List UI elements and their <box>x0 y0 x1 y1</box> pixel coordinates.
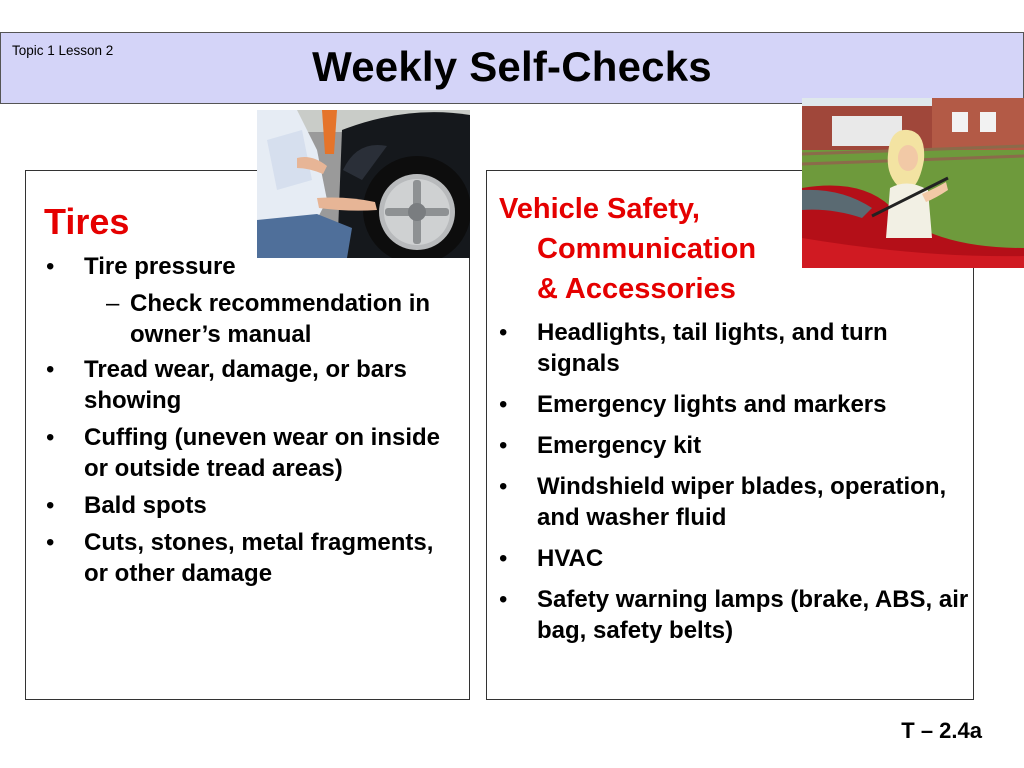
bullet-icon: • <box>499 432 508 459</box>
list-item: • Tire pressure <box>46 253 236 280</box>
bullet-icon: • <box>499 319 508 346</box>
tires-heading: Tires <box>44 201 130 242</box>
tire-pressure-photo <box>257 110 470 258</box>
bullet-icon: • <box>499 545 508 572</box>
slide-header <box>0 32 1024 104</box>
list-item: • Safety warning lamps (brake, ABS, air bag, safety belts) <box>499 586 969 644</box>
bullet-icon: • <box>499 473 508 500</box>
vehicle-safety-heading: Vehicle Safety, Communication & Accessories <box>499 193 757 305</box>
bullet-icon: • <box>46 492 55 519</box>
list-subitem: – Check recommendation in owner’s manual <box>106 290 431 348</box>
list-item: • HVAC <box>499 545 604 572</box>
list-item: • Tread wear, damage, or bars showing <box>46 356 407 414</box>
list-item: • Emergency kit <box>499 432 702 459</box>
bullet-icon: • <box>46 356 55 383</box>
list-item: • Cuffing (uneven wear on inside or outside tread areas) <box>46 424 441 482</box>
bullet-icon: • <box>499 586 508 613</box>
list-item: • Cuts, stones, metal fragments, or other damage <box>46 529 434 587</box>
bullet-icon: • <box>499 391 508 418</box>
list-item: • Bald spots <box>46 492 207 519</box>
list-item: • Headlights, tail lights, and turn signals <box>499 319 888 377</box>
list-item: • Windshield wiper blades, operation, and washer fluid <box>499 473 947 531</box>
list-item: • Emergency lights and markers <box>499 391 887 418</box>
vehicle-safety-list <box>499 317 969 656</box>
dash-icon: – <box>106 290 120 317</box>
slide-number: T – 2.4a <box>901 718 982 743</box>
wiper-blade-photo <box>802 98 1024 268</box>
bullet-icon: • <box>46 253 55 280</box>
topic-label: Topic 1 Lesson 2 <box>12 43 114 58</box>
tires-list <box>44 251 464 595</box>
slide-title: Weekly Self-Checks <box>312 43 712 90</box>
bullet-icon: • <box>46 529 55 556</box>
bullet-icon: • <box>46 424 55 451</box>
